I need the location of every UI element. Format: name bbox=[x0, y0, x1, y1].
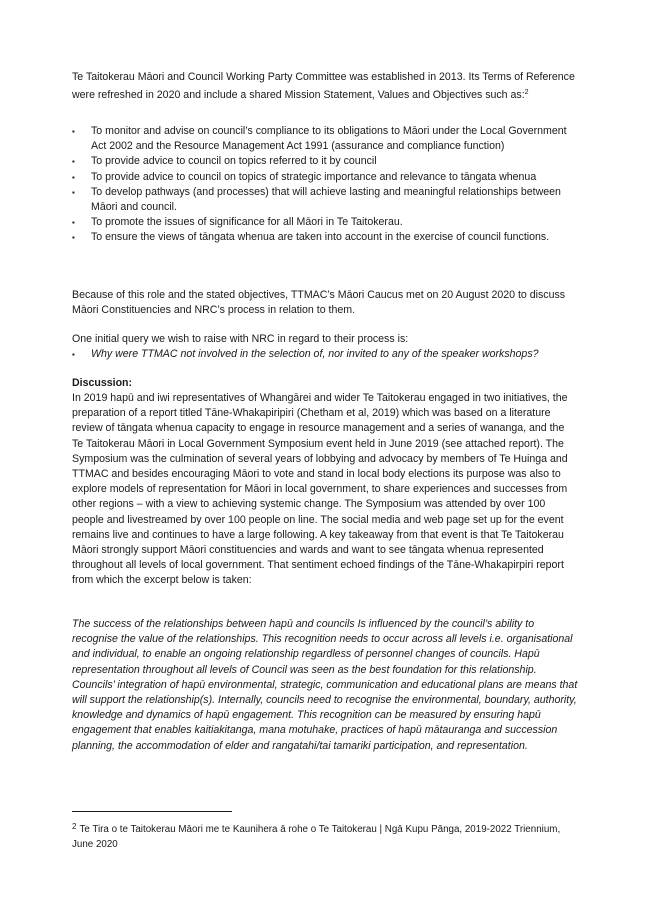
intro-paragraph: Te Taitokerau Māori and Council Working Party Committee was established in 2013. Its Terms of Reference were refreshed in 2020 and include a shared Mission Statement, Values and Objectives such as:$^2$ bbox=[72, 71, 575, 102]
footnote-reference[interactable]: 2 bbox=[524, 89, 529, 97]
bullet-icon: ▪ bbox=[72, 350, 75, 359]
bullet-icon: ▪ bbox=[72, 233, 75, 243]
quoted-excerpt: The success of the relationships between hapū and councils Is influenced by the council’s ability to recognise the value of the relationships. This recognition needs to occur across all levels i.e. organisational and individual, to enable an ongoing relationship regardless of personnel changes of councils. Hapū representation throughout all levels of Council was seen as the best foundation for this relationship. Councils’ integration of hapū environmental, strategic, communication and educational plans are means that will support the relationship(s). Internally, councils need to recognise the environmental, boundary, authority, knowledge and dynamics of hapū engagement. This recognition can be measured by ensuring hapū engagement that enables kaitiakitanga, mana motuhake, practices of hapū mātauranga and succession planning, the accommodation of elder and rangatahi/tai tamariki participation, and representation. bbox=[72, 618, 578, 752]
query-lead: One initial query we wish to raise with NRC in regard to their process is: bbox=[72, 333, 409, 345]
caucus-paragraph: Because of this role and the stated objectives, TTMAC’s Māori Caucus met on 20 August 2020 to discuss Māori Constituencies and NRC’s process in relation to them. bbox=[72, 289, 566, 317]
list-item: ▪ To develop pathways (and processes) that will achieve lasting and meaningful relationships between Māori and council. bbox=[72, 185, 561, 214]
list-item: ▪ To provide advice to council on topics referred to it by council bbox=[72, 154, 578, 169]
list-item: ▪ Why were TTMAC not involved in the selection of, nor invited to any of the speaker workshops? bbox=[72, 347, 578, 362]
bullet-icon: ▪ bbox=[72, 187, 75, 197]
footnote-text: Te Tira o te Taitokerau Māori me te Kaunihera ā rohe o Te Taitokerau | Ngā Kupu Pānga, 2019-2022 Triennium, June 2020 bbox=[72, 824, 561, 850]
query-list bbox=[72, 347, 578, 362]
discussion-heading: Discussion: bbox=[72, 377, 133, 389]
footnote-number: 2 bbox=[72, 822, 77, 831]
footnote-divider bbox=[72, 811, 232, 812]
objectives-list bbox=[72, 124, 578, 246]
list-item: ▪ To monitor and advise on council’s compliance to its obligations to Māori under the Local Government Act 2002 and the Resource Management Act 1991 (assurance and compliance function) bbox=[72, 125, 567, 153]
list-item: ▪ To promote the issues of significance for all Māori in Te Taitokerau. bbox=[72, 215, 578, 230]
bullet-icon: ▪ bbox=[72, 218, 75, 228]
discussion-paragraph: In 2019 hapū and iwi representatives of Whangārei and wider Te Taitokerau engaged in two initiatives, the preparation of a report titled Tāne-Whakapiripiri (Chetham et al, 2019) which was based on a literature review of tāngata whenua capacity to engage in resource management and a series of wananga, and the Te Taitokerau Māori in Local Government Symposium event held in June 2019 (see attached report). The Symposium was the culmination of several years of lobbying and advocacy by members of Te Huinga and TTMAC and besides encouraging Māori to vote and stand in local body elections its purpose was also to explore models of representation for Māori in local government, to share experiences and successes from other regions – with a view to achieving systemic change. The Symposium was attended by over 100 people and livestreamed by over 100 people on line. The social media and web page set up for the event remains live and continues to have a large following. A key takeaway from that event is that Te Taitokerau Māori strongly support Māori constituencies and wards and want to see tāngata whenua represented throughout all levels of local government. That sentiment echoed findings of the Tāne-Whakapirpiri report from which the excerpt below is taken: bbox=[72, 392, 568, 587]
list-item: ▪ To provide advice to council on topics of strategic importance and relevance to tāngata whenua bbox=[72, 170, 578, 185]
footnote bbox=[72, 819, 578, 852]
bullet-icon: ▪ bbox=[72, 172, 75, 182]
bullet-icon: ▪ bbox=[72, 127, 75, 136]
bullet-icon: ▪ bbox=[72, 157, 75, 167]
list-item: ▪ To ensure the views of tāngata whenua are taken into account in the exercise of council functions. bbox=[72, 230, 578, 245]
